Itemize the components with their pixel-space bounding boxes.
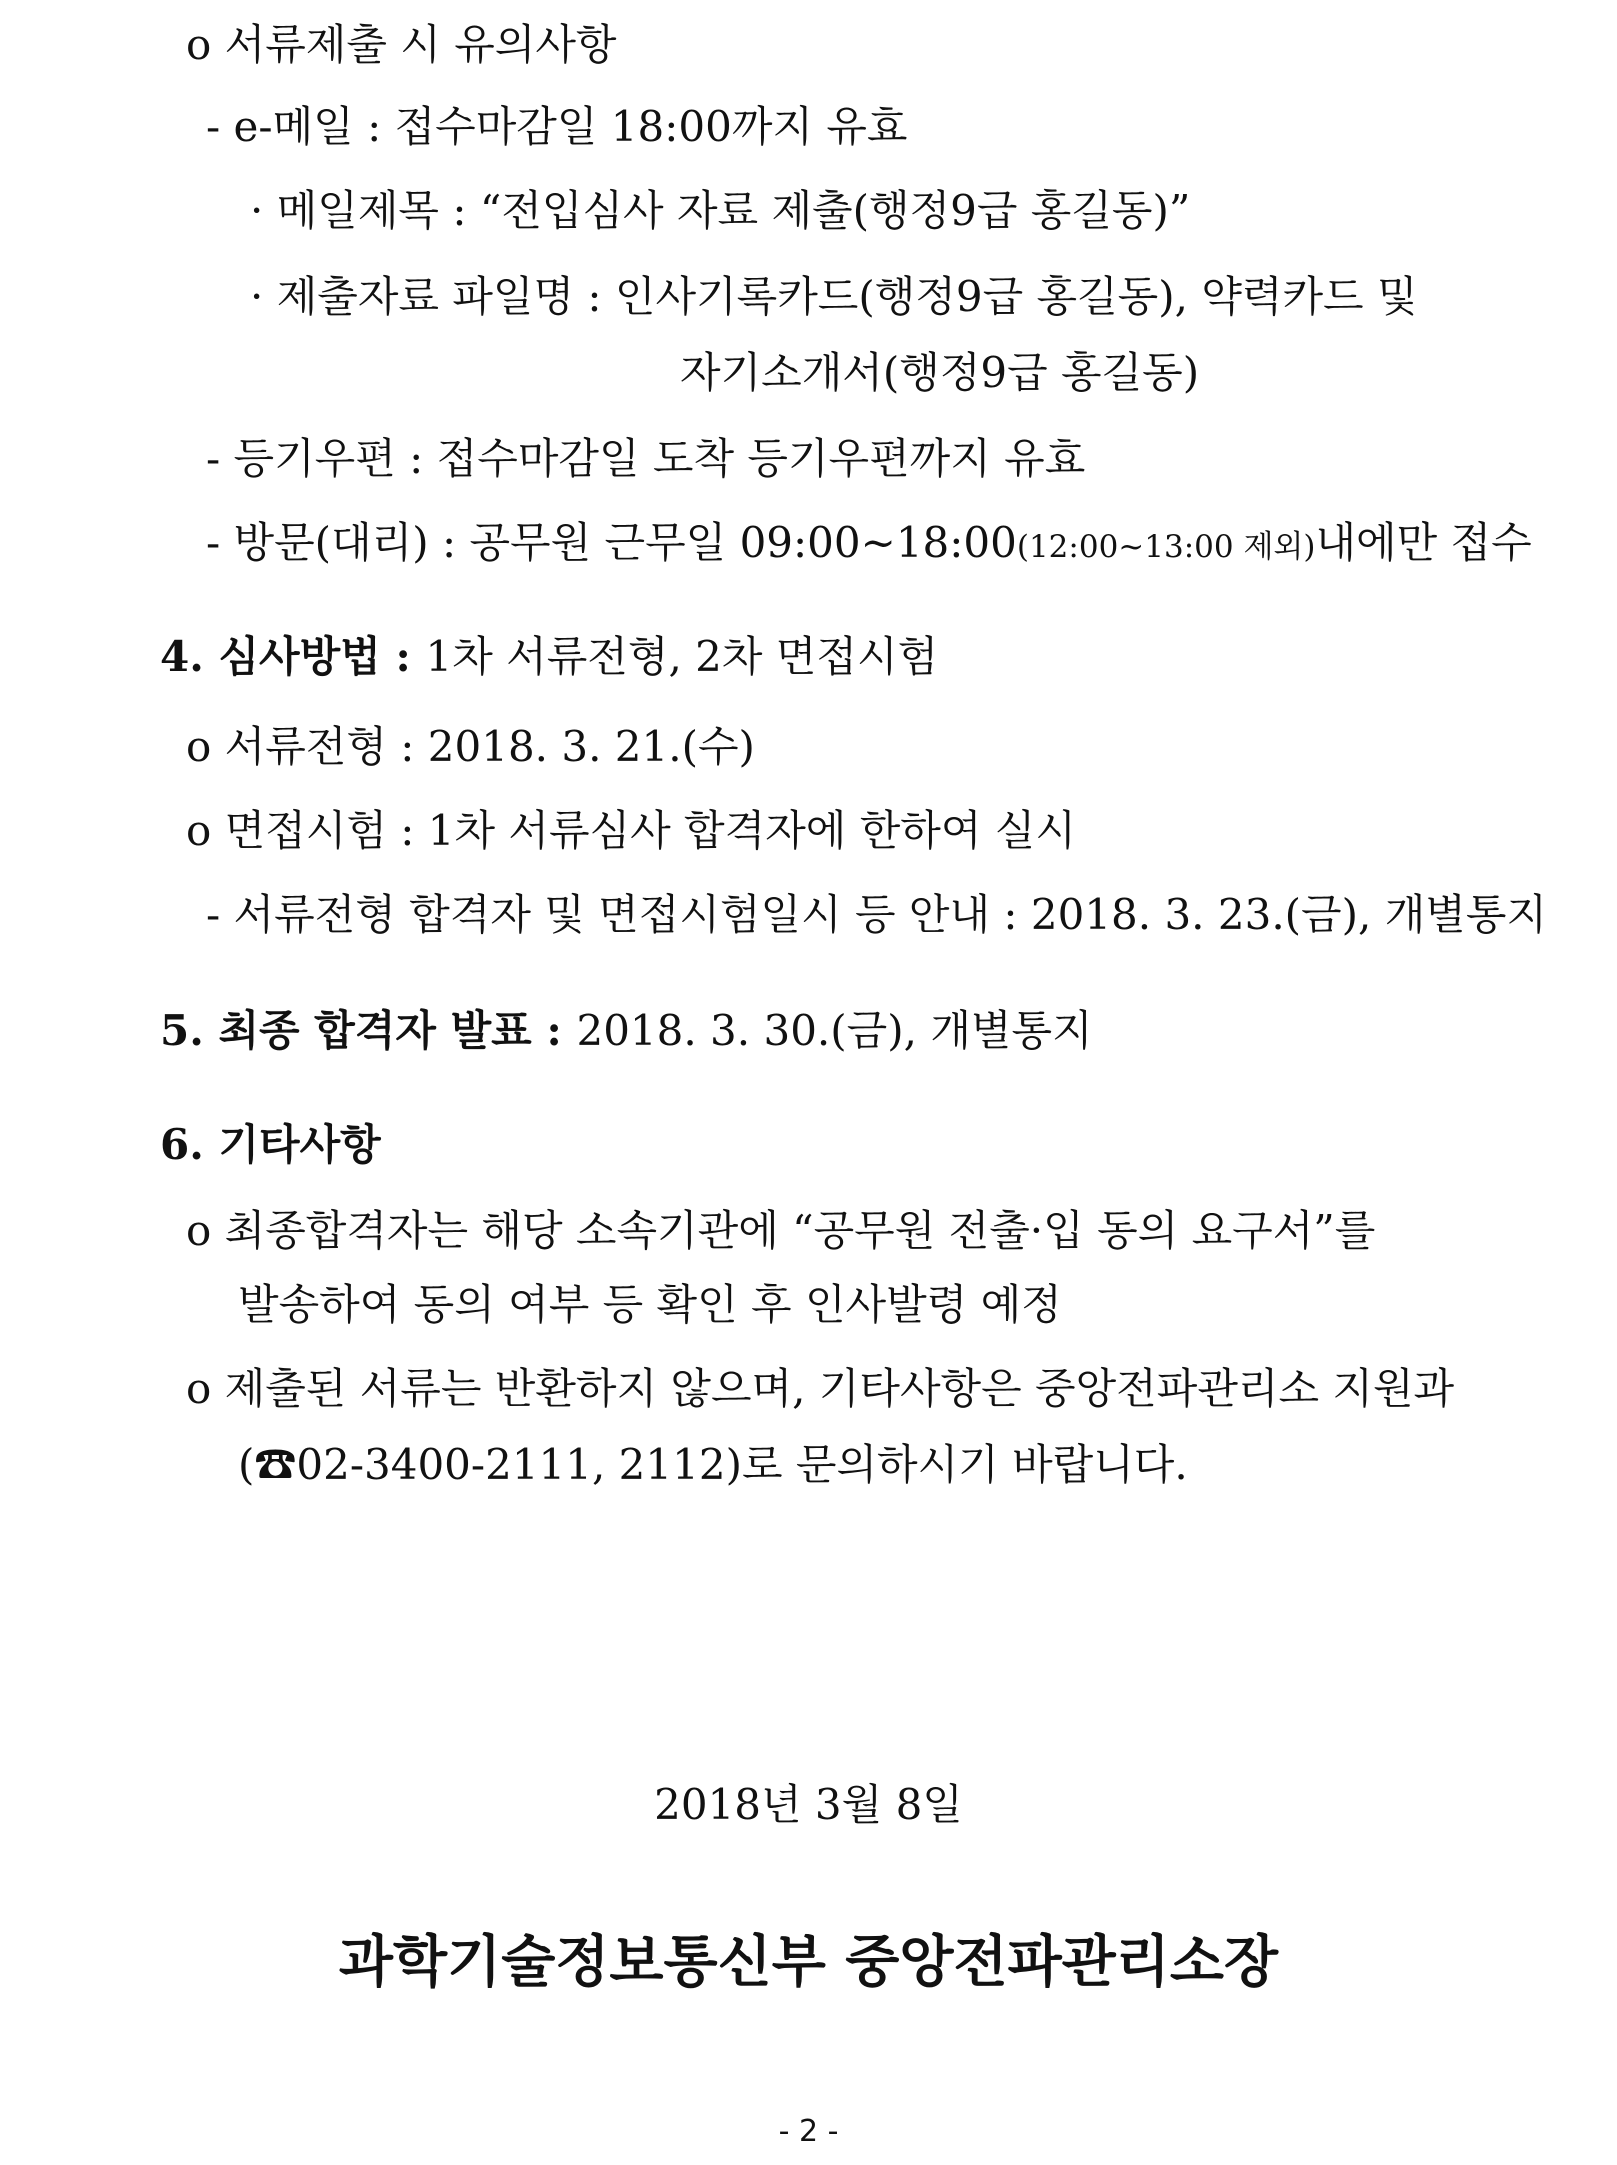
section5-desc: 2018. 3. 30.(금), 개별통지	[576, 1006, 1093, 1055]
document-date: 2018년 3월 8일	[654, 1780, 963, 1829]
section6-title: 6. 기타사항	[160, 1120, 381, 1169]
doc-screening-item: o 서류전형 : 2018. 3. 21.(수)	[186, 722, 755, 771]
section6-item2-line1: o 제출된 서류는 반환하지 않으며, 기타사항은 중앙전파관리소 지원과	[186, 1364, 1455, 1413]
section4-heading	[160, 632, 938, 682]
visit-note-lunch: (12:00~13:00 제외)	[1016, 529, 1316, 565]
registered-mail-note: - 등기우편 : 접수마감일 도착 등기우편까지 유효	[206, 434, 1086, 483]
section6-item1-line2: 발송하여 동의 여부 등 확인 후 인사발령 예정	[238, 1280, 1062, 1329]
section4-desc: 1차 서류전형, 2차 면접시험	[425, 632, 939, 681]
submission-notes-heading: o 서류제출 시 유의사항	[186, 20, 617, 69]
email-subject-note: · 메일제목 : “전입심사 자료 제출(행정9급 홍길동)”	[250, 186, 1191, 235]
page-number: - 2 -	[778, 2114, 839, 2149]
file-name-note-line2: 자기소개서(행정9급 홍길동)	[680, 348, 1200, 397]
visit-note-main: - 방문(대리) : 공무원 근무일 09:00~18:00	[206, 518, 1017, 567]
section4-title: 4. 심사방법 :	[160, 632, 411, 681]
section5-title: 5. 최종 합격자 발표 :	[160, 1006, 562, 1055]
section6-item1-line1: o 최종합격자는 해당 소속기관에 “공무원 전출·입 동의 요구서”를	[186, 1206, 1376, 1255]
visit-note	[206, 518, 1532, 572]
notice-item: - 서류전형 합격자 및 면접시험일시 등 안내 : 2018. 3. 23.(금), 개별통지	[206, 890, 1548, 939]
issuing-organization: 과학기술정보통신부 중앙전파관리소장	[338, 1930, 1279, 1995]
file-name-note-line1: · 제출자료 파일명 : 인사기록카드(행정9급 홍길동), 약력카드 및	[250, 272, 1418, 321]
email-note: - e-메일 : 접수마감일 18:00까지 유효	[206, 102, 908, 151]
section6-item2-line2: (☎02-3400-2111, 2112)로 문의하시기 바랍니다.	[238, 1440, 1188, 1489]
visit-note-end: 내에만 접수	[1315, 518, 1532, 567]
interview-item: o 면접시험 : 1차 서류심사 합격자에 한하여 실시	[186, 806, 1076, 855]
section5-heading	[160, 1006, 1093, 1056]
